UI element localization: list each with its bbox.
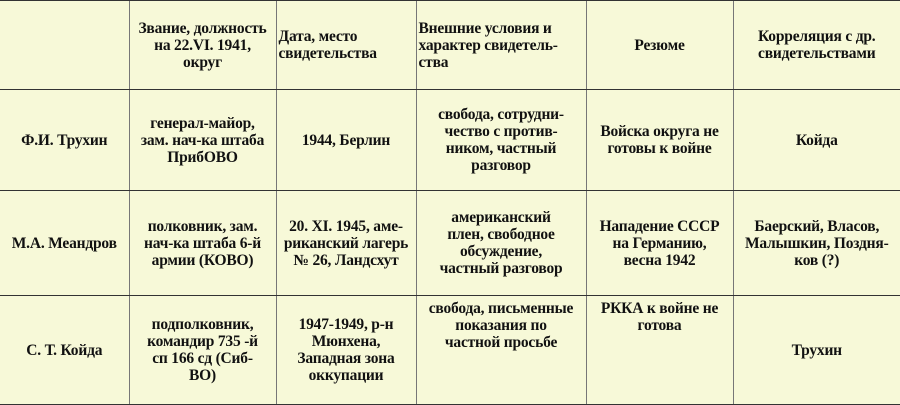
cell-date-place: 1947-1949, р-н Мюнхена, Западная зона оккупации: [276, 296, 416, 405]
cell-rank: полковник, зам. нач-ка штаба 6-й армии (КОВО): [129, 191, 276, 296]
table-row: [0, 191, 900, 296]
header-summary: Резюме: [586, 1, 733, 90]
cell-rank: подполковник, командир 735 -й сп 166 сд (Сиб- ВО): [129, 296, 276, 405]
cell-conditions: американский плен, свободное обсуждение, частный разговор: [416, 191, 586, 296]
cell-name: Ф.И. Трухин: [0, 90, 129, 191]
cell-date-place: 1944, Берлин: [276, 90, 416, 191]
header-conditions: Внешние условия и характер свидетель- ства: [416, 1, 586, 90]
header-date-place: Дата, место свидетельства: [276, 1, 416, 90]
table-row: [0, 296, 900, 405]
cell-correlation: Баерский, Власов, Малышкин, Поздня- ков (?): [733, 191, 900, 296]
header-name: [0, 1, 129, 90]
cell-conditions: свобода, сотрудни- чество с против- ником, частный разговор: [416, 90, 586, 191]
cell-summary: Нападение СССР на Германию, весна 1942: [586, 191, 733, 296]
cell-date-place: 20. XI. 1945, аме- риканский лагерь № 26, Ландсхут: [276, 191, 416, 296]
cell-summary: РККА к войне не готова: [586, 296, 733, 405]
cell-summary: Войска округа не готовы к войне: [586, 90, 733, 191]
cell-name: М.А. Меандров: [0, 191, 129, 296]
header-rank: Звание, должность на 22.VI. 1941, округ: [129, 1, 276, 90]
cell-correlation: Трухин: [733, 296, 900, 405]
header-correlation: Корреляция с др. свидетельствами: [733, 1, 900, 90]
header-row: [0, 1, 900, 90]
cell-rank: генерал-майор, зам. нач-ка штаба ПрибОВО: [129, 90, 276, 191]
cell-name: С. Т. Койда: [0, 296, 129, 405]
cell-correlation: Койда: [733, 90, 900, 191]
table-row: [0, 90, 900, 191]
cell-conditions: свобода, письменные показания по частной просьбе: [416, 296, 586, 405]
